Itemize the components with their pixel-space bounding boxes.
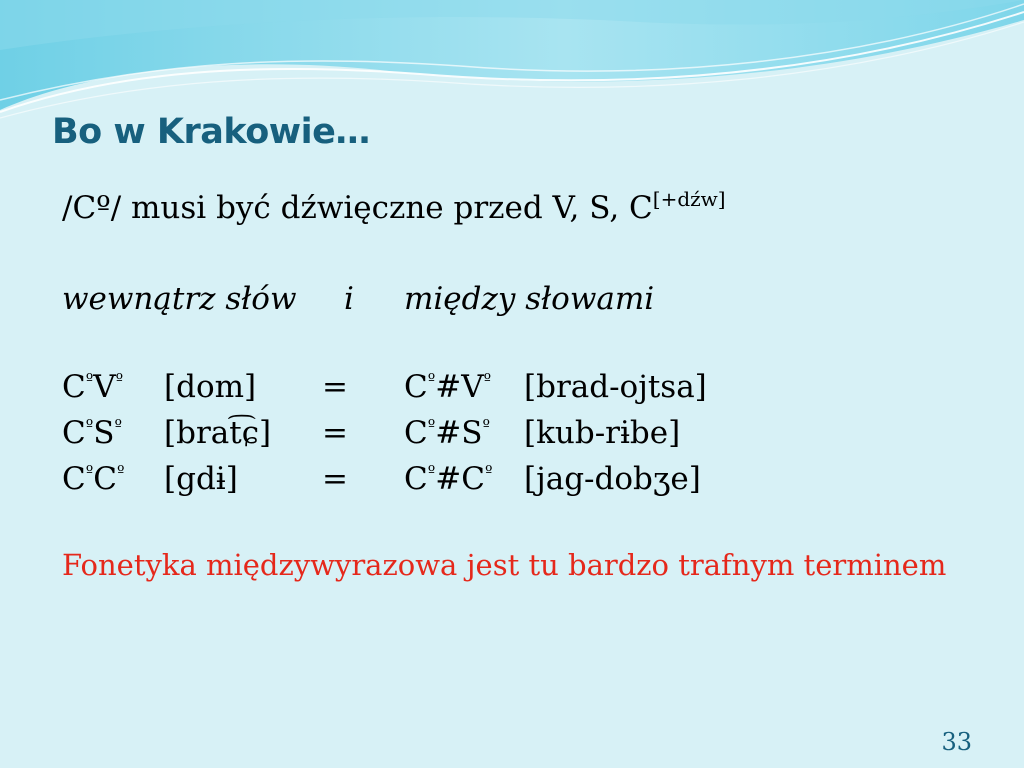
page-number: 33 (941, 728, 972, 756)
rule-superscript: [+dźw] (652, 187, 726, 211)
context-right: między słowami (404, 281, 655, 317)
right-example: [jag-dobʒe] (524, 461, 701, 497)
rule-text: /Cº/ musi być dźwięczne przed V, S, C (62, 190, 653, 226)
context-left: wewnątrz słów (62, 281, 297, 317)
right-example: [brad-ojtsa] (524, 369, 707, 405)
header-wave-decoration (0, 0, 1024, 130)
equals-sign: = (322, 369, 348, 405)
example-row: $C^ºC^º$ [gdɨ] = $C^º\#C^º$ [jag-dobʒe] (62, 461, 701, 497)
left-example: [dom] (164, 369, 257, 405)
left-example: [brat͡ɕ] (164, 415, 272, 451)
equals-sign: = (322, 461, 348, 497)
context-middle: i (344, 281, 354, 317)
equals-sign: = (322, 415, 348, 451)
voicing-rule (62, 187, 726, 226)
right-example: [kub-rɨbe] (524, 415, 681, 451)
example-row: $C^ºV^º$ [dom] = $C^º\#V^º$ [brad-ojtsa] (62, 369, 707, 405)
example-row: $C^ºS^º$ [brat͡ɕ] = $C^º\#S^º$ [kub-rɨbe] (62, 415, 681, 451)
highlight-note: Fonetyka międzywyrazowa jest tu bardzo trafnym terminem (62, 548, 947, 582)
slide-title: Bo w Krakowie… (52, 112, 370, 152)
left-example: [gdɨ] (164, 461, 238, 497)
